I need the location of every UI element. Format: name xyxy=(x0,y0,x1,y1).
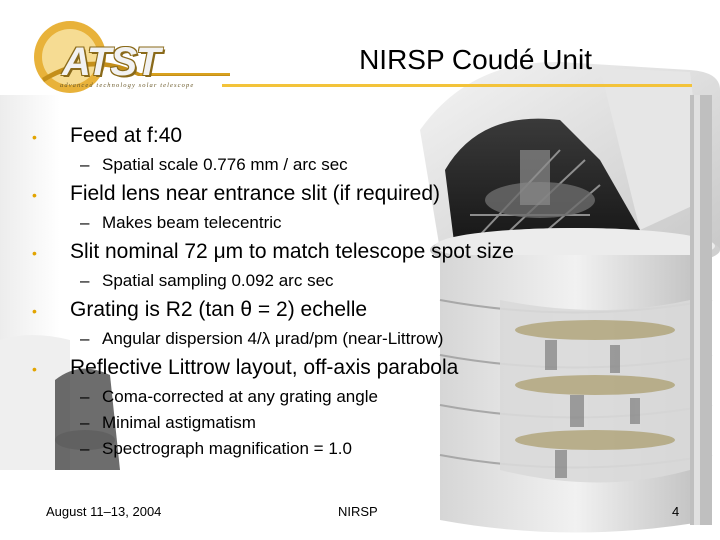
bullet-text: Grating is R2 (tan θ = 2) echelle xyxy=(70,298,368,321)
sub-bullet-text: Spatial scale 0.776 mm / arc sec xyxy=(102,155,348,174)
atst-logo xyxy=(30,18,230,96)
sub-bullet-marker: – xyxy=(80,213,90,232)
bullet-marker: • xyxy=(32,303,37,319)
bullet-text: Slit nominal 72 μm to match telescope spot size xyxy=(70,240,514,263)
sub-bullet-marker: – xyxy=(80,329,90,348)
sub-bullet-text: Coma-corrected at any grating angle xyxy=(102,387,378,406)
bullet-text: Reflective Littrow layout, off-axis parabola xyxy=(70,356,459,379)
bullet-marker: • xyxy=(32,187,37,203)
bullet-text: Feed at f:40 xyxy=(70,124,183,147)
sub-bullet-marker: – xyxy=(80,387,90,406)
bullet-text: Field lens near entrance slit (if required) xyxy=(70,182,441,205)
bullet-marker: • xyxy=(32,245,37,261)
sub-bullet-marker: – xyxy=(80,271,90,290)
sub-bullet-text: Spatial sampling 0.092 arc sec xyxy=(102,271,334,290)
sub-bullet-marker: – xyxy=(80,439,90,458)
bullet-marker: • xyxy=(32,129,37,145)
bullet-marker: • xyxy=(32,361,37,377)
sub-bullet-text: Makes beam telecentric xyxy=(102,213,282,232)
sub-bullet-marker: – xyxy=(80,413,90,432)
slide-title: NIRSP Coudé Unit xyxy=(359,44,592,75)
logo-wordmark: ATST xyxy=(62,40,160,84)
sub-bullet-marker: – xyxy=(80,155,90,174)
sub-bullet-text: Spectrograph magnification = 1.0 xyxy=(102,439,352,458)
footer-date: August 11–13, 2004 xyxy=(46,504,162,519)
page-number: 4 xyxy=(672,504,680,519)
footer-title: NIRSP xyxy=(338,504,378,519)
sub-bullet-text: Angular dispersion 4/λ μrad/pm (near-Littrow) xyxy=(102,329,444,348)
logo-tagline: advanced technology solar telescope xyxy=(60,82,195,89)
title-underline xyxy=(222,84,692,87)
sub-bullet-text: Minimal astigmatism xyxy=(102,413,256,432)
